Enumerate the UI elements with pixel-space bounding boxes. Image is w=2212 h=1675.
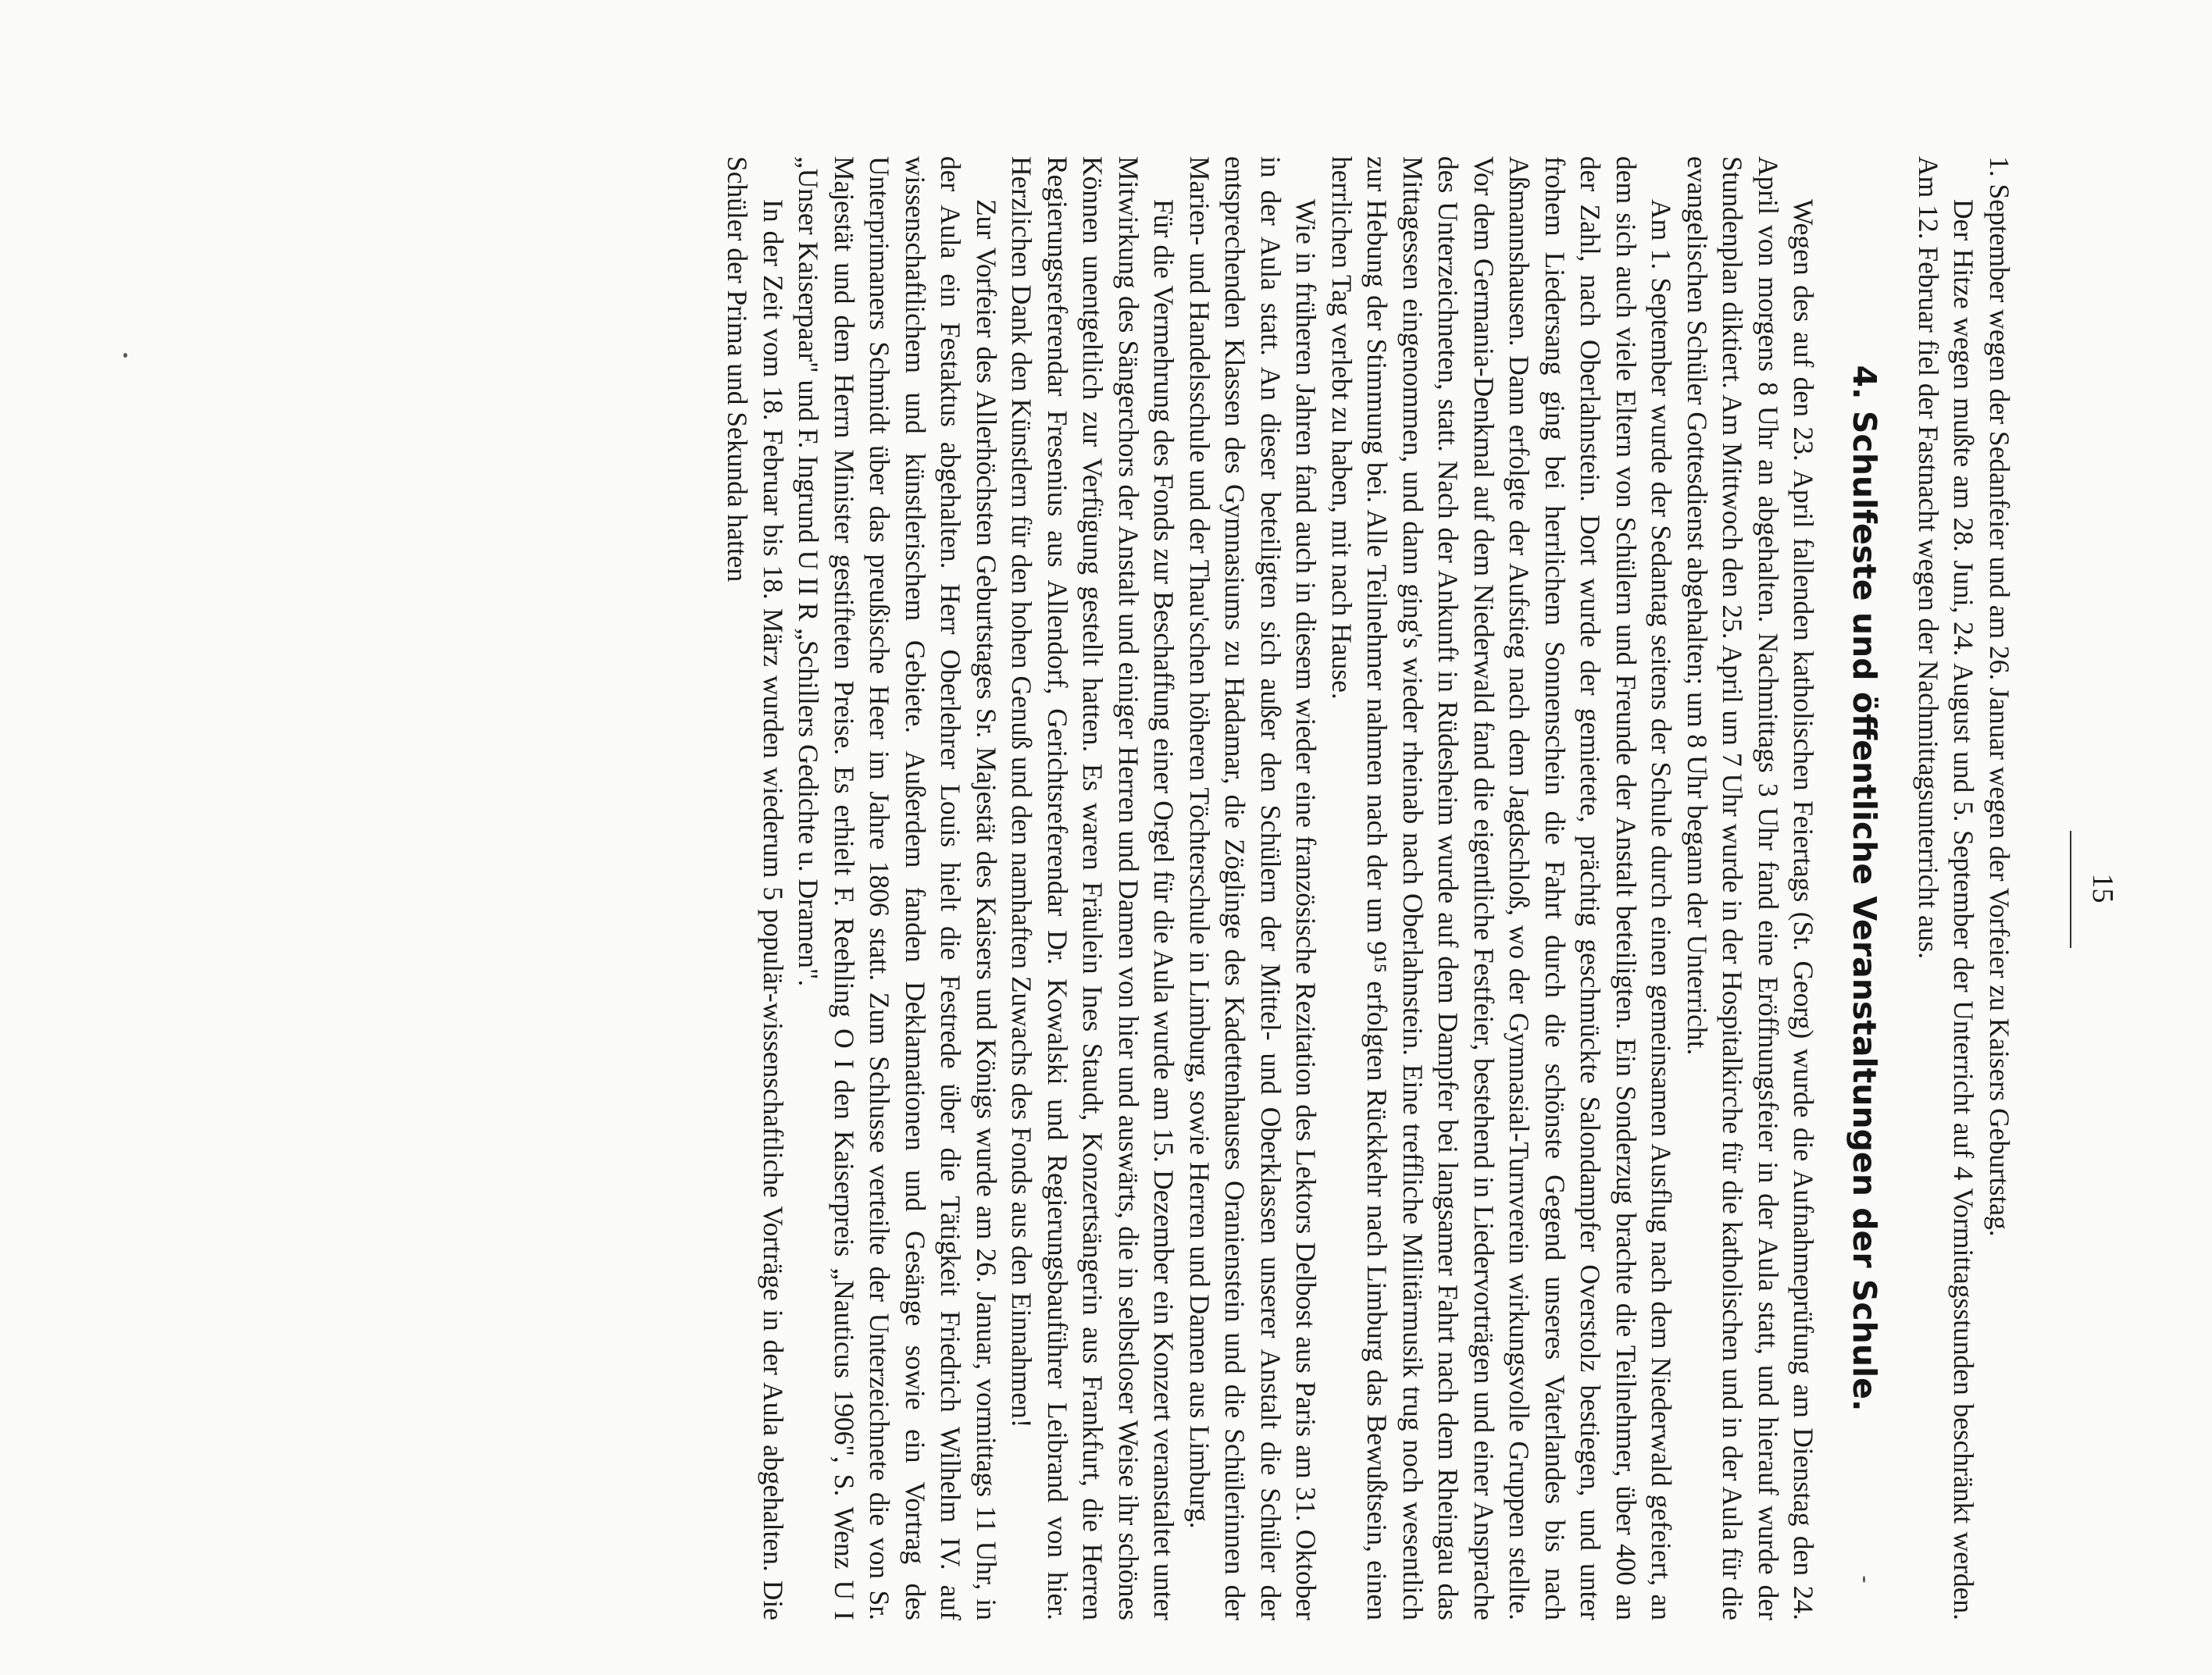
intro-paragraph-1: 1. September wegen der Sedanfeier und am 26. Januar wegen der Vorfeier zu Kaisers Geburtstag.	[1984, 156, 2015, 1237]
section-paragraph: Zur Vorfeier des Allerhöchsten Geburtstages Sr. Majestät des Kaisers und Königs wurde am 26. Januar, vormittags 11 Uhr, in der Aula ein Festaktus abgehalten. Herr Oberlehrer Louis hielt die Festrede über die Tätigkeit Friedrich Wilhelm IV. auf wissenschaftlichem und künstlerischem Gebiete. Außerdem fanden Deklamationen und Gesänge sowie ein Vortrag des Unterprimaners Schmidt über das preußische Heer im Jahre 1806 statt. Zum Schlusse verteilte der Unterzeichnete die von Sr. Majestät und dem Herrn Minister gestifteten Preise. Es erhielt F. Reehling O I den Kaiserpreis „Nauticus 1906", S. Wenz U I „Unser Kaiserpaar" und F. Ingrund U II R „Schillers Gedichte u. Dramen".	[793, 156, 1002, 1620]
page-number: 15	[2086, 873, 2119, 903]
section-paragraph: Für die Vermehrung des Fonds zur Beschaffung einer Orgel für die Aula wurde am 15. Dezember ein Konzert veranstaltet unter Mitwirkung des Sängerchors der Anstalt und einiger Herren und Damen von hier und auswärts, die in selbstloser Weise ihr schönes Können unentgeltlich zur Verfügung gestellt hatten. Es waren Fräulein Ines Staudt, Konzertsängerin aus Frankfurt, die Herren Regierungsreferendar Fresenius aus Allendorf, Gerichtsreferendar Dr. Kowalski und Regierungsbauführer Leibrand von hier. Herzlichen Dank den Künstlern für den hohen Genuß und den namhaften Zuwachs des Fonds aus den Einnahmen!	[1006, 156, 1180, 1620]
page-number-rule	[2070, 831, 2071, 948]
section-paragraph: Am 1. September wurde der Sedantag seitens der Schule durch einen gemeinsamen Ausflug nach dem Niederwald gefeiert, an dem sich auch viele Eltern von Schülern und Freunde der Anstalt beteiligten. Ein Sonderzug brachte die Teilnehmer, über 400 an der Zahl, nach Oberlahnstein. Dort wurde der gemietete, prächtig geschmückte Salondampfer Overstolz bestiegen, und unter frohem Liedersang ging bei herrlichem Sonnenschein die Fahrt durch die schönste Gegend unseres Vaterlandes bis nach Aßmannshausen. Dann erfolgte der Aufstieg nach dem Jagdschloß, wo der Gymnasial-Turnverein wirkungsvolle Gruppen stellte. Vor dem Germania-Denkmal auf dem Niederwald fand die eigentliche Festfeier, bestehend in Liedervorträgen und einer Ansprache des Unterzeichneten, statt. Nach der Ankunft in Rüdesheim wurde auf dem Dampfer bei langsamer Fahrt nach dem Rheingau das Mittagessen eingenommen, und dann ging's wieder rheinab nach Oberlahnstein. Eine treffliche Militärmusik trug noch wesentlich zur Hebung der Stimmung bei. Alle Teilnehmer nahmen nach der um 9¹⁵ erfolgten Rückkehr nach Limburg das Bewußtsein, einen herrlichen Tag verlebt zu haben, mit nach Hause.	[1326, 156, 1678, 1620]
page-body	[142, 156, 2017, 1620]
scan-speck	[1863, 1576, 1865, 1583]
section-heading: 4. Schulfeste und öffentliche Veranstaltungen der Schule.	[1846, 365, 1884, 1412]
intro-paragraph-2: Der Hitze wegen mußte am 28. Juni, 24. August und 5. September der Unterricht auf 4 Vormittagsstunden beschränkt werden. Am 12. Februar fiel der Fastnacht wegen der Nachmittagsunterricht aus.	[1913, 156, 1980, 1620]
section-paragraph: Wie in früheren Jahren fand auch in diesem wieder eine französische Rezitation des Lektors Delbost aus Paris am 31. Oktober in der Aula statt. An dieser beteiligten sich außer den Schülern der Mittel- und Oberklassen unserer Anstalt die Schüler der entsprechenden Klassen des Gymnasiums zu Hadamar, die Zöglinge des Kadettenhauses Oranienstein und die Schülerinnen der Marien- und Handelsschule und der Thau'schen höheren Töchterschule in Limburg, sowie Herren und Damen aus Limburg.	[1184, 156, 1322, 1620]
scan-speck	[123, 353, 127, 358]
section-paragraph: Wegen des auf den 23. April fallenden katholischen Feiertags (St. Georg) wurde die Aufnahmeprüfung am Dienstag den 24. April von morgens 8 Uhr an abgehalten. Nachmittags 3 Uhr fand eine Eröffnungsfeier in der Aula statt, und hierauf wurde der Stundenplan diktiert. Am Mittwoch den 25. April um 7 Uhr wurde in der Hospitalkirche für die katholischen und in der Aula für die evangelischen Schüler Gottesdienst abgehalten; um 8 Uhr begann der Unterricht.	[1682, 156, 1820, 1620]
section-paragraph: In der Zeit vom 18. Februar bis 18. März wurden wiederum 5 populär-wissenschaftliche Vorträge in der Aula abgehalten. Die Schüler der Prima und Sekunda hatten	[722, 156, 789, 1620]
